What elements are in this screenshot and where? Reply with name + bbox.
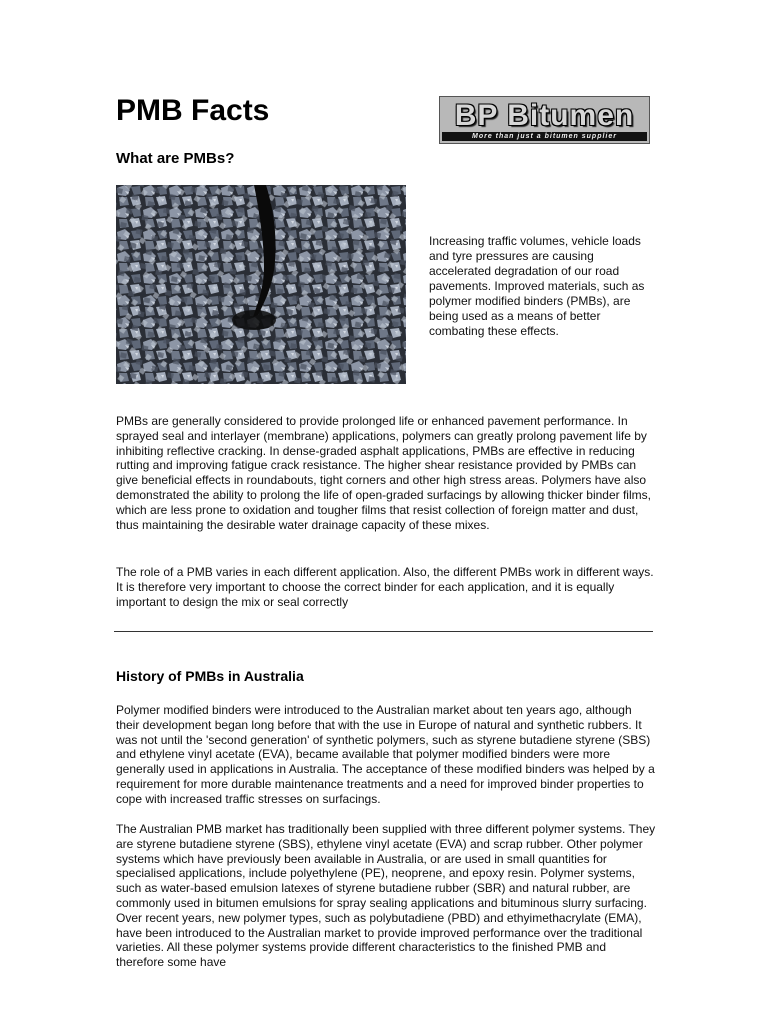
body-paragraph-market: The Australian PMB market has traditionally been supplied with three different polymer systems. They are styrene butadiene styrene (SBS), ethylene vinyl acetate (EVA) and scrap rubber. Other polymer systems which have previously been available in Australia, or are used in small quantities for specialised applications, include polyethylene (PE), neoprene, and epoxy resin. Polymer systems, such as water-based emulsion latexes of styrene butadiene rubber (SBR) and natural rubber, are commonly used in bitumen emulsions for spray sealing applications and bituminous slurry surfacing. Over recent years, new polymer types, such as polybutadiene (PBD) and ethyimethacrylate (EMA), have been introduced to the Australian market to provide improved performance over the traditional varieties. All these polymer systems provide different characteristics to the finished PMB and therefore some have — [116, 822, 656, 970]
logo-tagline: More than just a bitumen supplier — [442, 132, 647, 141]
section-divider — [114, 631, 653, 632]
intro-aside-text: Increasing traffic volumes, vehicle loads and tyre pressures are causing accelerated degradation of our road pavements. Improved materials, such as polymer modified binders (PMBs), are being used as a means of better combating these effects. — [429, 234, 645, 338]
section-heading-history: History of PMBs in Australia — [116, 668, 304, 684]
body-paragraph-history-intro: Polymer modified binders were introduced to the Australian market about ten years ago, although their development began long before that with the use in Europe of natural and synthetic rubbers. It was not until the 'second generation' of synthetic polymers, such as styrene butadiene styrene (SBS) and ethylene vinyl acetate (EVA), became available that polymer modified binders were more generally used in applications in Australia. The acceptance of these modified binders was helped by a requirement for more durable maintenance treatments and a need for improved binder properties to cope with increased traffic stresses on surfacings. — [116, 703, 655, 806]
logo-text: BP Bitumen — [454, 99, 635, 132]
aggregate-bitumen-photo — [116, 185, 406, 384]
body-paragraph-role: The role of a PMB varies in each different application. Also, the different PMBs work in different ways. It is therefore very important to choose the correct binder for each application, and it is equally important to design the mix or seal correctly — [116, 565, 654, 609]
section-heading-what-are-pmbs: What are PMBs? — [116, 150, 235, 167]
body-paragraph-benefits: PMBs are generally considered to provide prolonged life or enhanced pavement performance. In sprayed seal and interlayer (membrane) applications, polymers can greatly prolong pavement life by inhibiting reflective cracking. In dense-graded asphalt applications, PMBs are effective in reducing rutting and improving fatigue crack resistance. The higher shear resistance provided by PMBs can give beneficial effects in roundabouts, tight corners and other high stress areas. Polymers have also demonstrated the ability to prolong the life of open-graded surfacings by allowing thicker binder films, which are less prone to oxidation and tougher films that resist collection of foreign matter and dust, thus maintaining the desirable water drainage capacity of these mixes. — [116, 414, 651, 532]
page-title: PMB Facts — [116, 94, 270, 127]
company-logo — [439, 96, 650, 144]
